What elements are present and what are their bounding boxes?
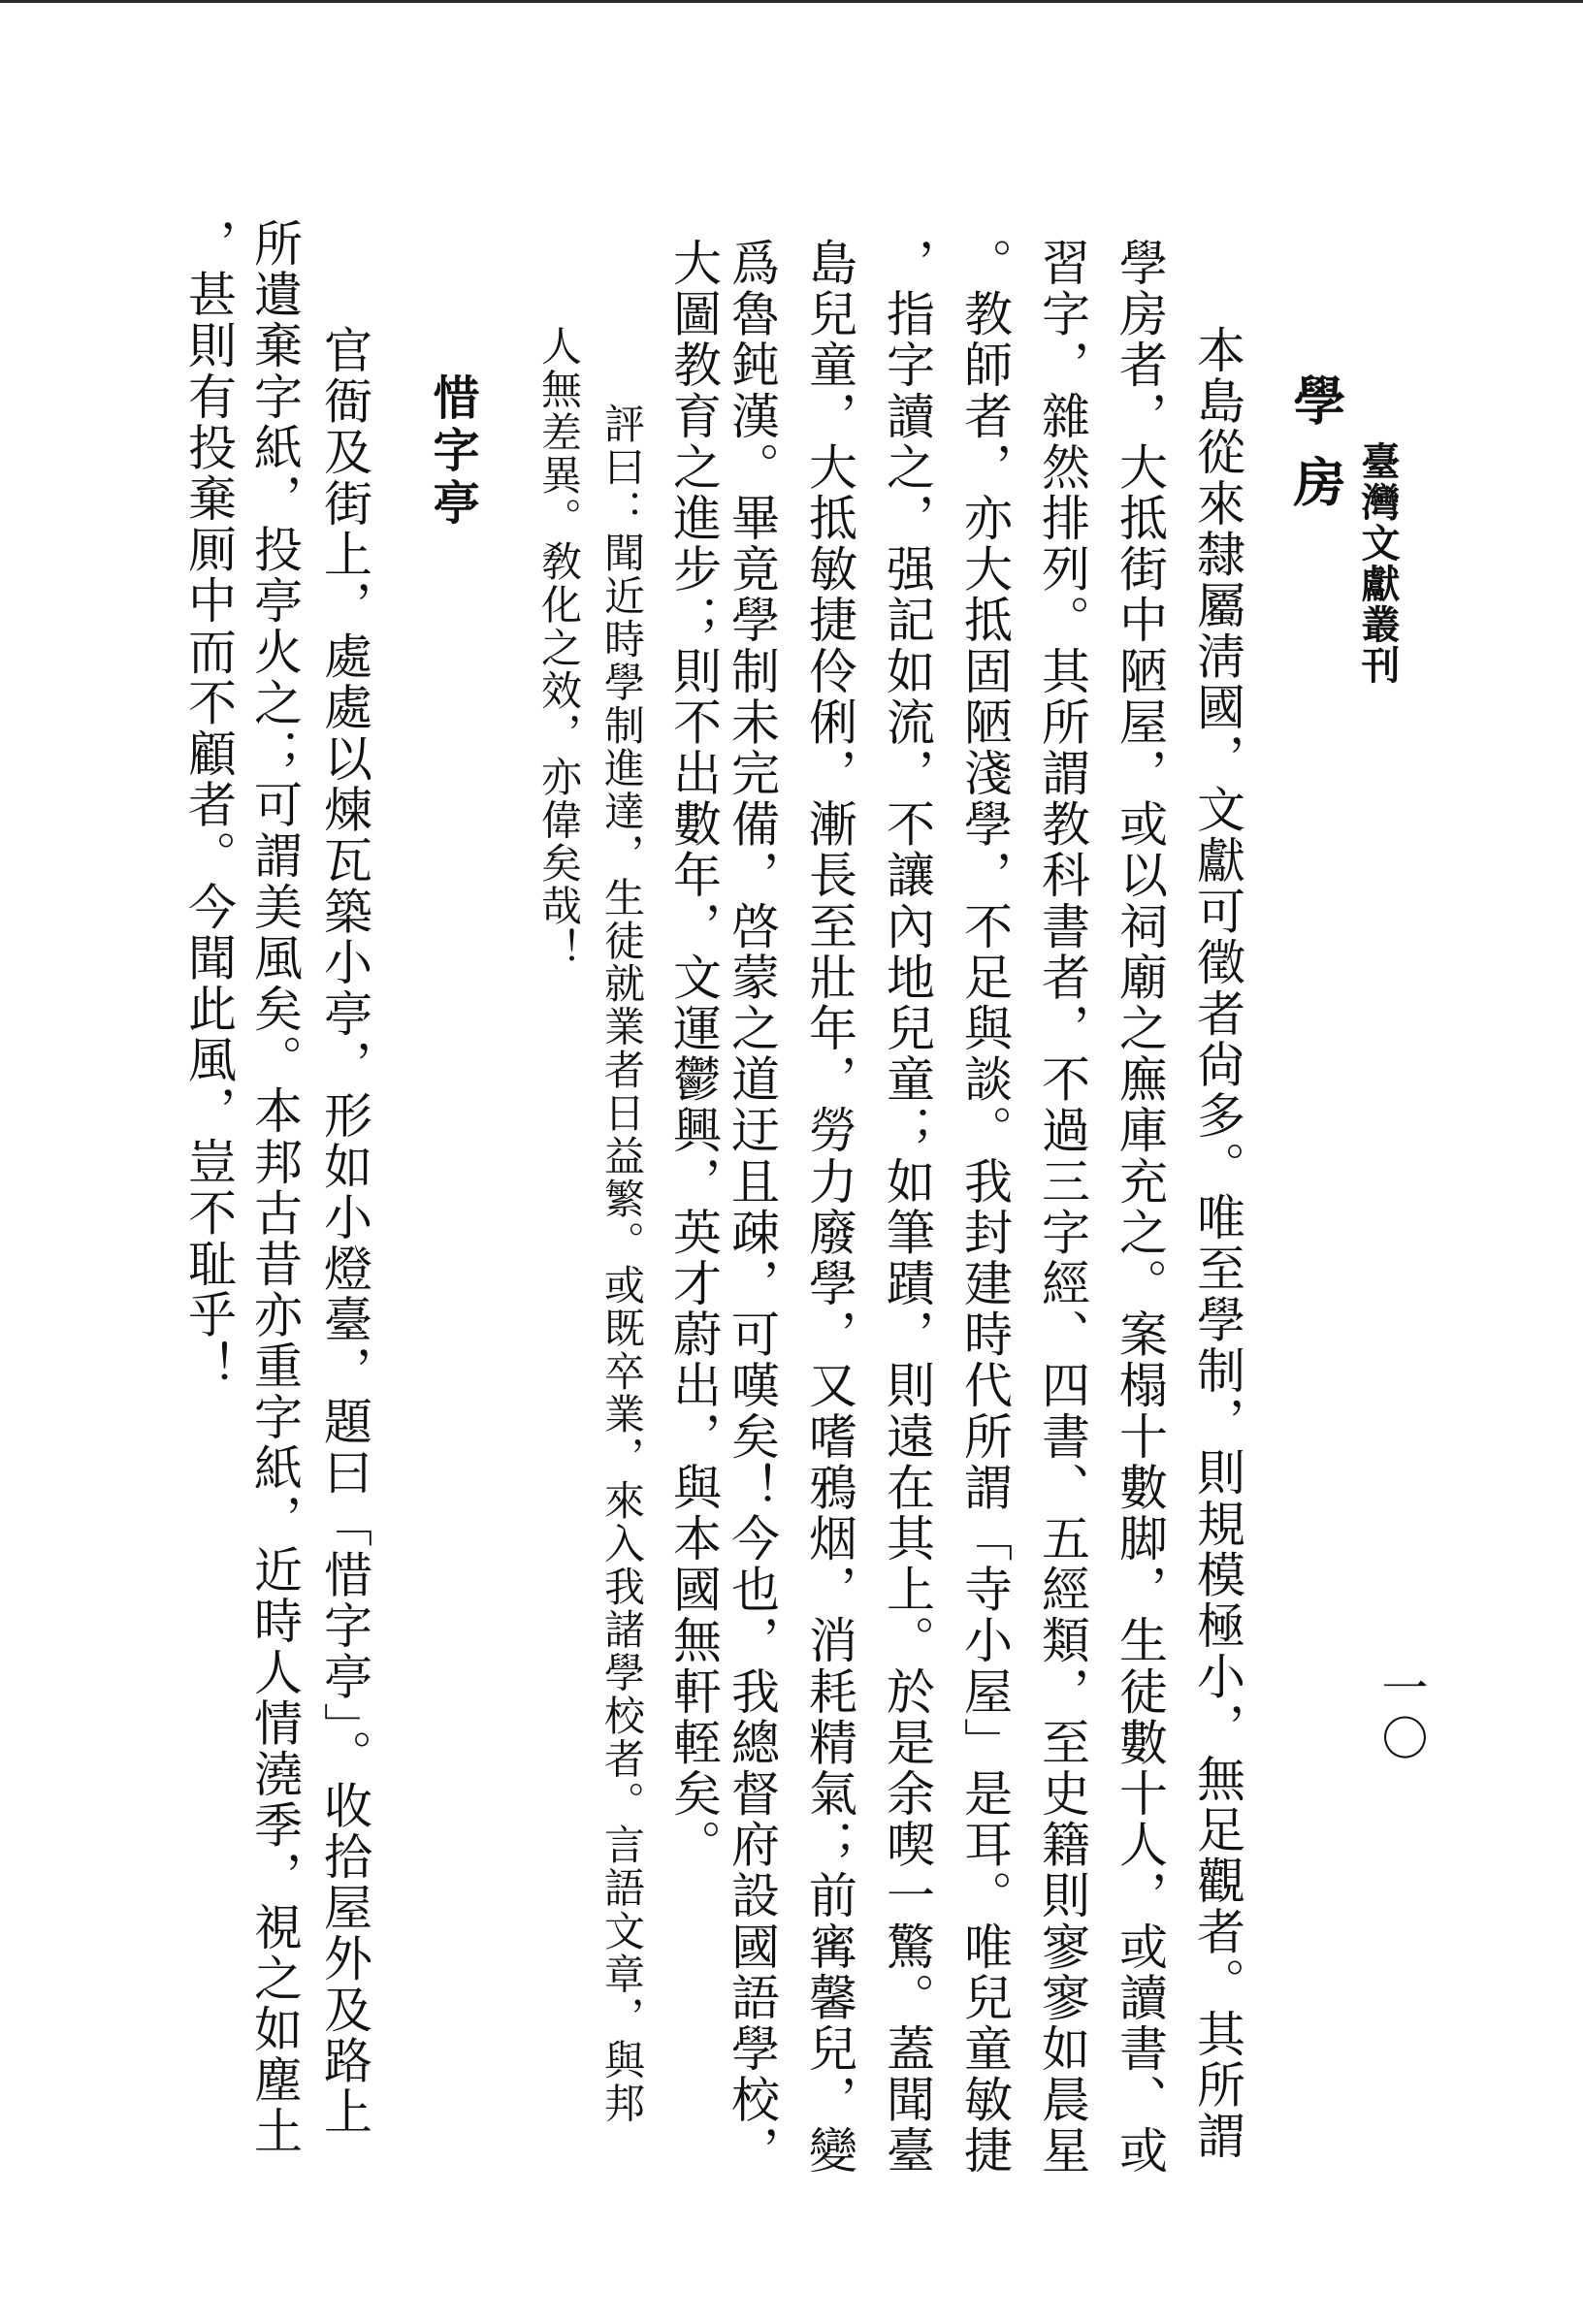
text-line: 學房者，大抵街中陋屋，或以祠廟之廡庫充之。案榻十數脚，生徒數十人，或讀書、或 xyxy=(1112,238,1168,2177)
commentary-line: 人無差異。敎化之效，亦偉矣哉！ xyxy=(535,325,583,971)
section-title-xuefang: 學房 xyxy=(1285,373,1347,536)
text-line: 官衙及街上，處處以煉瓦築小亭，形如小燈臺，題曰「惜字亭」。收拾屋外及路上 xyxy=(316,325,372,2138)
text-line: 爲魯鈍漢。畢竟學制未完備，啓蒙之道迂且疎，可嘆矣！今也，我總督府設國語學校， xyxy=(724,238,780,2177)
page-number: 一〇 xyxy=(1373,1663,1428,1764)
text-line: 島兒童，大抵敏捷伶俐，漸長至壯年，勞力廢學，又嗜鴉烟，消耗精氣；前寗馨兒，變 xyxy=(801,238,857,2177)
text-line: 本島從來隸屬淸國，文獻可徵者尙多。唯至學制，則規模極小，無足觀者。其所謂 xyxy=(1189,325,1245,2162)
commentary-line: 評曰：聞近時學制進達，生徒就業者日益繁。或既卒業，來入我諸學校者。言語文章，與邦 xyxy=(598,403,646,2125)
text-line: 所遺棄字紙，投亭火之；可謂美風矣。本邦古昔亦重字紙，近時人情澆季，視之如塵土 xyxy=(246,218,303,2157)
top-border-rule xyxy=(0,0,1583,3)
text-line: 。教師者，亦大抵固陋淺學，不足與談。我封建時代所謂「寺小屋」是耳。唯兒童敏捷 xyxy=(956,238,1013,2177)
text-line: 習字，雜然排列。其所謂教科書者，不過三字經、四書、五經類，至史籍則寥寥如晨星 xyxy=(1034,238,1090,2177)
text-line: 大圖教育之進步；則不出數年，文運鬱興，英才蔚出，與本國無軒輊矣。 xyxy=(665,238,722,1871)
series-title: 臺灣文獻叢刊 xyxy=(1355,441,1401,686)
text-line: ，指字讀之，强記如流，不讓內地兒童；如筆蹟，則遠在其上。於是余喫一驚。蓋聞臺 xyxy=(879,238,935,2177)
section-title-xizi-ting: 惜字亭 xyxy=(425,373,479,531)
text-line: ，甚則有投棄厠中而不顧者。今聞此風，豈不耻乎！ xyxy=(180,218,237,1392)
